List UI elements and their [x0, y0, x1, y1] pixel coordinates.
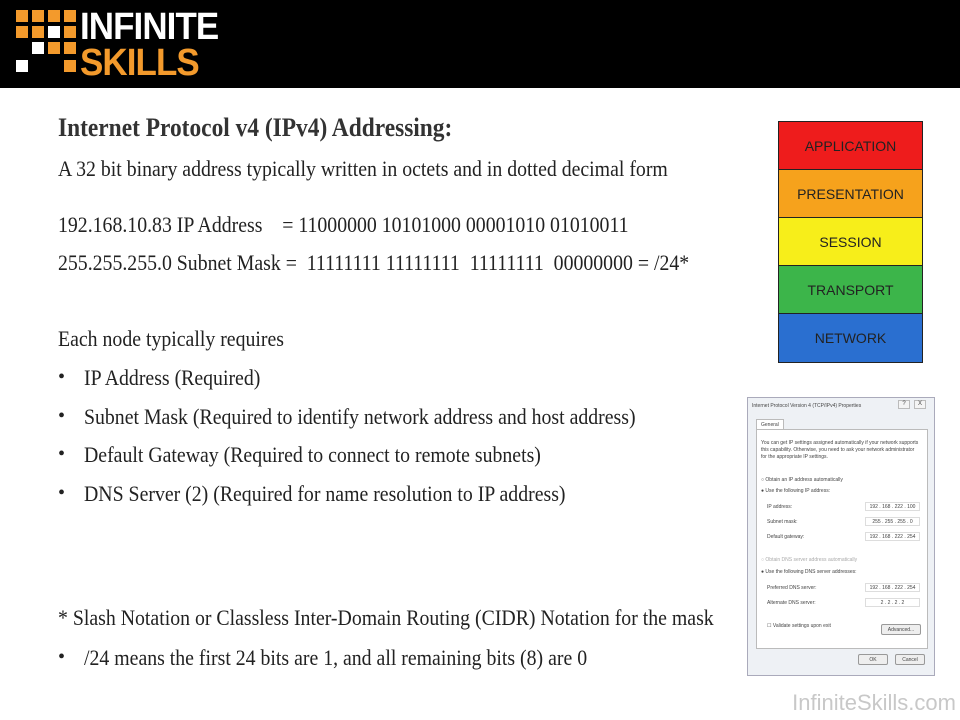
slide-title: Internet Protocol v4 (IPv4) Addressing:	[58, 113, 453, 142]
requirement-item: Subnet Mask (Required to identify network address and host address)	[84, 404, 636, 429]
logo-text-infinite: INFINITE	[80, 6, 219, 48]
manual-ip-label: Use the following IP address:	[765, 488, 831, 494]
logo-icon	[16, 10, 80, 78]
alternate-dns-field[interactable]: 2 . 2 . 2 . 2	[865, 598, 920, 607]
alternate-dns-label: Alternate DNS server:	[767, 600, 816, 606]
ok-button[interactable]: OK	[858, 654, 888, 665]
general-pane	[756, 429, 928, 649]
watermark: InfiniteSkills.com	[792, 690, 956, 715]
osi-layer-transport: TRANSPORT	[779, 266, 922, 314]
cancel-button[interactable]: Cancel	[895, 654, 925, 665]
requirement-item: Default Gateway (Required to connect to remote subnets)	[84, 442, 541, 467]
osi-layer-network: NETWORK	[779, 314, 922, 362]
ipv4-properties-dialog	[747, 397, 935, 676]
osi-layer-application: APPLICATION	[779, 122, 922, 170]
validate-checkbox[interactable]: ☐ Validate settings upon exit	[767, 623, 831, 629]
validate-label: Validate settings upon exit	[772, 623, 831, 629]
bullet-marker: •	[58, 366, 66, 388]
manual-ip-radio[interactable]: ● Use the following IP address:	[761, 488, 831, 494]
auto-dns-label: Obtain DNS server address automatically	[765, 557, 858, 563]
description-text: this capability. Otherwise, you need to ask your network administrator	[761, 447, 915, 453]
auto-ip-radio[interactable]: ○ Obtain an IP address automatically	[761, 477, 843, 483]
ip-address-line: 192.168.10.83 IP Address = 11000000 10101000 00001010 01010011	[58, 212, 629, 237]
osi-layer-presentation: PRESENTATION	[779, 170, 922, 218]
gateway-field[interactable]: 192 . 168 . 222 . 254	[865, 532, 920, 541]
close-button[interactable]: X	[914, 400, 926, 409]
bullet-marker: •	[58, 405, 66, 427]
cidr-note-item: /24 means the first 24 bits are 1, and all remaining bits (8) are 0	[84, 645, 588, 670]
subnet-mask-line: 255.255.255.0 Subnet Mask = 11111111 11111111 11111111 00000000 = /24*	[58, 250, 690, 275]
advanced-button[interactable]: Advanced...	[881, 624, 921, 635]
preferred-dns-label: Preferred DNS server:	[767, 585, 817, 591]
description-text: You can get IP settings assigned automatically if your network supports	[761, 440, 919, 446]
manual-dns-label: Use the following DNS server addresses:	[765, 569, 857, 575]
requirement-item: IP Address (Required)	[84, 365, 261, 390]
manual-dns-radio[interactable]: ● Use the following DNS server addresses:	[761, 569, 857, 575]
dialog-title: Internet Protocol Version 4 (TCP/IPv4) Properties	[752, 403, 862, 409]
bullet-marker: •	[58, 443, 66, 465]
requirement-item: DNS Server (2) (Required for name resolution to IP address)	[84, 481, 566, 506]
gateway-label: Default gateway:	[767, 534, 805, 540]
tab-general[interactable]: General	[756, 419, 784, 430]
slide-subtitle: A 32 bit binary address typically written in octets and in dotted decimal form	[58, 156, 668, 181]
subnet-mask-label: Subnet mask:	[767, 519, 798, 525]
osi-layer-stack	[778, 121, 923, 363]
bullet-marker: •	[58, 482, 66, 504]
preferred-dns-field[interactable]: 192 . 168 . 222 . 254	[865, 583, 920, 592]
requires-heading: Each node typically requires	[58, 326, 284, 351]
help-button[interactable]: ?	[898, 400, 910, 409]
subnet-mask-field[interactable]: 255 . 255 . 255 . 0	[865, 517, 920, 526]
description-text: for the appropriate IP settings.	[761, 454, 828, 460]
bullet-marker: •	[58, 646, 66, 668]
auto-dns-radio[interactable]: ○ Obtain DNS server address automatically	[761, 557, 858, 563]
header-bar	[0, 0, 960, 88]
logo-text-skills: SKILLS	[80, 42, 199, 84]
osi-layer-session: SESSION	[779, 218, 922, 266]
auto-ip-label: Obtain an IP address automatically	[765, 477, 843, 483]
ip-address-label: IP address:	[767, 504, 793, 510]
ip-address-field[interactable]: 192 . 168 . 222 . 100	[865, 502, 920, 511]
cidr-note: * Slash Notation or Classless Inter-Domain Routing (CIDR) Notation for the mask	[58, 605, 714, 630]
